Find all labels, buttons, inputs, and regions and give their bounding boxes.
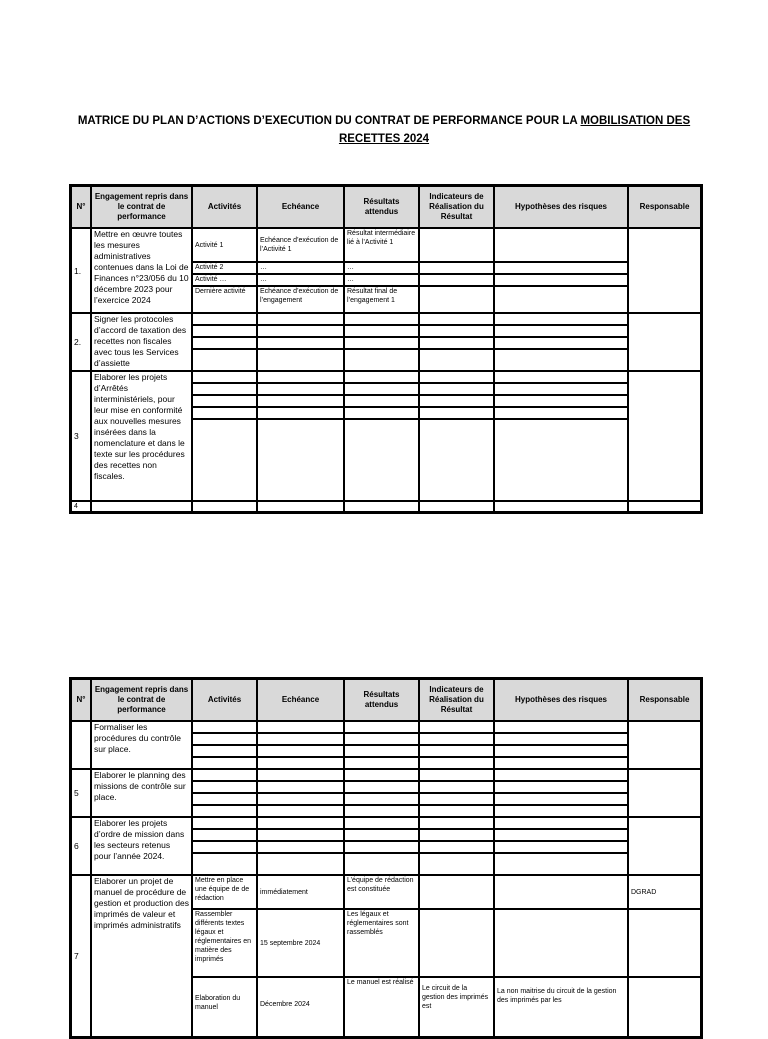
deadline-cell xyxy=(257,383,344,395)
table-row xyxy=(71,817,701,829)
deadline-cell xyxy=(257,757,344,769)
table-row xyxy=(71,875,701,909)
deadline-cell xyxy=(257,817,344,829)
indicator-cell xyxy=(419,841,494,853)
result-cell xyxy=(344,745,419,757)
header-echeance: Echéance xyxy=(257,679,344,721)
deadline-cell xyxy=(257,805,344,817)
result-cell: Les légaux et réglementaires sont rassemblés xyxy=(344,909,419,977)
indicator-cell xyxy=(419,419,494,501)
result-cell xyxy=(344,419,419,501)
risk-cell xyxy=(494,371,628,383)
header-activites: Activités xyxy=(192,186,257,228)
deadline-cell xyxy=(257,745,344,757)
result-cell: Résultat intermédiaire lié à l’Activité 1 xyxy=(344,228,419,262)
row-number: 1. xyxy=(71,228,91,313)
header-indicateurs: Indicateurs de Réalisation du Résultat xyxy=(419,186,494,228)
table-row xyxy=(71,371,701,383)
activity-cell xyxy=(192,793,257,805)
indicator-cell xyxy=(419,262,494,274)
activity-cell: Rassembler différents textes légaux et réglementaires en matière des imprimés xyxy=(192,909,257,977)
title-part3: RECETTES 2024 xyxy=(338,133,430,145)
engagement-cell: Formaliser les procédures du contrôle sur place. xyxy=(91,721,192,769)
result-cell: … xyxy=(344,262,419,274)
result-cell xyxy=(344,383,419,395)
row-number xyxy=(71,721,91,769)
result-cell: Résultat final de l’engagement 1 xyxy=(344,286,419,313)
title-part2: MOBILISATION DES xyxy=(580,115,691,127)
table-row xyxy=(71,501,701,512)
activity-cell xyxy=(192,853,257,875)
header-num: N° xyxy=(71,186,91,228)
result-cell xyxy=(344,721,419,733)
activity-cell xyxy=(192,407,257,419)
result-cell xyxy=(344,395,419,407)
responsible-cell xyxy=(628,909,701,977)
risk-cell xyxy=(494,228,628,262)
risk-cell xyxy=(494,262,628,274)
indicator-cell xyxy=(419,817,494,829)
activity-cell xyxy=(192,501,257,512)
row-number: 4 xyxy=(71,501,91,512)
indicator-cell xyxy=(419,733,494,745)
responsible-cell xyxy=(628,501,701,512)
deadline-cell xyxy=(257,829,344,841)
indicator-cell xyxy=(419,407,494,419)
row-number: 3 xyxy=(71,371,91,501)
deadline-cell xyxy=(257,721,344,733)
document-title xyxy=(60,112,708,148)
deadline-cell: Echéance d’exécution de l’engagement xyxy=(257,286,344,313)
header-responsable: Responsable xyxy=(628,186,701,228)
risk-cell xyxy=(494,841,628,853)
result-cell xyxy=(344,817,419,829)
activity-cell: Dernière activité xyxy=(192,286,257,313)
responsible-cell: DGRAD xyxy=(628,875,701,909)
indicator-cell xyxy=(419,349,494,371)
row-number: 7 xyxy=(71,875,91,1037)
indicator-cell xyxy=(419,337,494,349)
header-hypotheses: Hypothèses des risques xyxy=(494,186,628,228)
risk-cell: La non maitrise du circuit de la gestion des imprimés par les xyxy=(494,977,628,1037)
risk-cell xyxy=(494,407,628,419)
activity-cell xyxy=(192,395,257,407)
activity-cell xyxy=(192,325,257,337)
activity-cell xyxy=(192,337,257,349)
risk-cell xyxy=(494,383,628,395)
header-resultats: Résultats attendus xyxy=(344,679,419,721)
risk-cell xyxy=(494,337,628,349)
risk-cell xyxy=(494,419,628,501)
deadline-cell xyxy=(257,781,344,793)
activity-cell xyxy=(192,769,257,781)
indicator-cell xyxy=(419,875,494,909)
responsible-cell xyxy=(628,721,701,769)
result-cell xyxy=(344,325,419,337)
table-row xyxy=(71,721,701,733)
activity-cell xyxy=(192,841,257,853)
result-cell xyxy=(344,805,419,817)
engagement-cell: Elaborer un projet de manuel de procédure de gestion et production des imprimés de valeur et imprimés administratifs xyxy=(91,875,192,1037)
result-cell: … xyxy=(344,274,419,286)
result-cell xyxy=(344,313,419,325)
deadline-cell: 15 septembre 2024 xyxy=(257,909,344,977)
result-cell xyxy=(344,349,419,371)
risk-cell xyxy=(494,909,628,977)
header-hypotheses: Hypothèses des risques xyxy=(494,679,628,721)
header-activites: Activités xyxy=(192,679,257,721)
engagement-cell: Elaborer le planning des missions de contrôle sur place. xyxy=(91,769,192,817)
indicator-cell xyxy=(419,769,494,781)
risk-cell xyxy=(494,769,628,781)
activity-cell xyxy=(192,757,257,769)
indicator-cell xyxy=(419,501,494,512)
result-cell xyxy=(344,371,419,383)
responsible-cell xyxy=(628,769,701,817)
risk-cell xyxy=(494,875,628,909)
title-part1: MATRICE DU PLAN D’ACTIONS D’EXECUTION DU CONTRAT DE PERFORMANCE POUR LA xyxy=(77,115,578,127)
risk-cell xyxy=(494,501,628,512)
deadline-cell xyxy=(257,395,344,407)
risk-cell xyxy=(494,286,628,313)
activity-cell xyxy=(192,817,257,829)
activity-cell: Activité 2 xyxy=(192,262,257,274)
risk-cell xyxy=(494,745,628,757)
risk-cell xyxy=(494,721,628,733)
indicator-cell xyxy=(419,286,494,313)
activity-cell xyxy=(192,805,257,817)
header-indicateurs: Indicateurs de Réalisation du Résultat xyxy=(419,679,494,721)
deadline-cell: immédiatement xyxy=(257,875,344,909)
table-row xyxy=(71,769,701,781)
indicator-cell xyxy=(419,313,494,325)
risk-cell xyxy=(494,349,628,371)
deadline-cell xyxy=(257,325,344,337)
indicator-cell xyxy=(419,745,494,757)
result-cell xyxy=(344,757,419,769)
indicator-cell xyxy=(419,274,494,286)
engagement-cell: Mettre en œuvre toutes les mesures administratives contenues dans la Loi de Finances n°23/056 du 10 décembre 2023 pour l’exercice 2024 xyxy=(91,228,192,313)
table-row xyxy=(71,313,701,325)
activity-cell: Activité … xyxy=(192,274,257,286)
result-cell xyxy=(344,769,419,781)
engagement-cell: Signer les protocoles d’accord de taxation des recettes non fiscales avec tous les Services d’assiette xyxy=(91,313,192,371)
activity-cell xyxy=(192,721,257,733)
indicator-cell xyxy=(419,909,494,977)
responsible-cell xyxy=(628,313,701,371)
deadline-cell xyxy=(257,733,344,745)
header-engagement: Engagement repris dans le contrat de performance xyxy=(91,186,192,228)
engagement-cell xyxy=(91,501,192,512)
table-header-row xyxy=(71,679,701,721)
risk-cell xyxy=(494,829,628,841)
activity-cell xyxy=(192,383,257,395)
engagement-cell: Elaborer les projets d’ordre de mission dans les secteurs retenus pour l’année 2024. xyxy=(91,817,192,875)
deadline-cell xyxy=(257,349,344,371)
indicator-cell xyxy=(419,853,494,875)
deadline-cell xyxy=(257,793,344,805)
deadline-cell xyxy=(257,407,344,419)
deadline-cell xyxy=(257,337,344,349)
engagement-cell: Elaborer les projets d’Arrêtés interministériels, pour leur mise en conformité aux nouvelles mesures insérées dans la nomenclature et dans le texte sur les procédures des recettes non fiscales. xyxy=(91,371,192,501)
indicator-cell xyxy=(419,371,494,383)
deadline-cell xyxy=(257,501,344,512)
result-cell xyxy=(344,793,419,805)
risk-cell xyxy=(494,805,628,817)
indicator-cell xyxy=(419,325,494,337)
header-responsable: Responsable xyxy=(628,679,701,721)
result-cell xyxy=(344,733,419,745)
deadline-cell xyxy=(257,853,344,875)
deadline-cell xyxy=(257,313,344,325)
indicator-cell xyxy=(419,781,494,793)
deadline-cell: Décembre 2024 xyxy=(257,977,344,1037)
row-number: 5 xyxy=(71,769,91,817)
indicator-cell xyxy=(419,793,494,805)
header-echeance: Echéance xyxy=(257,186,344,228)
risk-cell xyxy=(494,733,628,745)
responsible-cell xyxy=(628,817,701,875)
responsible-cell xyxy=(628,977,701,1037)
risk-cell xyxy=(494,853,628,875)
header-engagement: Engagement repris dans le contrat de performance xyxy=(91,679,192,721)
result-cell xyxy=(344,781,419,793)
table-header-row xyxy=(71,186,701,228)
deadline-cell: Echéance d’exécution de l’Activité 1 xyxy=(257,228,344,262)
activity-cell xyxy=(192,733,257,745)
result-cell xyxy=(344,501,419,512)
activity-cell: Mettre en place une équipe de de rédaction xyxy=(192,875,257,909)
indicator-cell xyxy=(419,757,494,769)
result-cell xyxy=(344,407,419,419)
result-cell: Le manuel est réalisé xyxy=(344,977,419,1037)
activity-cell xyxy=(192,781,257,793)
deadline-cell xyxy=(257,419,344,501)
risk-cell xyxy=(494,757,628,769)
activity-cell xyxy=(192,371,257,383)
risk-cell xyxy=(494,793,628,805)
row-number: 6 xyxy=(71,817,91,875)
activity-cell xyxy=(192,829,257,841)
risk-cell xyxy=(494,274,628,286)
indicator-cell xyxy=(419,805,494,817)
indicator-cell xyxy=(419,721,494,733)
activity-cell: Activité 1 xyxy=(192,228,257,262)
result-cell xyxy=(344,853,419,875)
action-plan-table-1 xyxy=(69,184,703,514)
deadline-cell: … xyxy=(257,274,344,286)
activity-cell xyxy=(192,419,257,501)
deadline-cell xyxy=(257,769,344,781)
result-cell xyxy=(344,337,419,349)
indicator-cell xyxy=(419,395,494,407)
activity-cell xyxy=(192,349,257,371)
risk-cell xyxy=(494,325,628,337)
indicator-cell xyxy=(419,383,494,395)
activity-cell: Elaboration du manuel xyxy=(192,977,257,1037)
responsible-cell xyxy=(628,371,701,501)
indicator-cell xyxy=(419,228,494,262)
indicator-cell xyxy=(419,829,494,841)
risk-cell xyxy=(494,313,628,325)
deadline-cell xyxy=(257,841,344,853)
risk-cell xyxy=(494,395,628,407)
row-number: 2. xyxy=(71,313,91,371)
risk-cell xyxy=(494,817,628,829)
deadline-cell xyxy=(257,371,344,383)
result-cell xyxy=(344,829,419,841)
activity-cell xyxy=(192,745,257,757)
result-cell: L’équipe de rédaction est constituée xyxy=(344,875,419,909)
risk-cell xyxy=(494,781,628,793)
activity-cell xyxy=(192,313,257,325)
table-row xyxy=(71,228,701,262)
deadline-cell: … xyxy=(257,262,344,274)
header-resultats: Résultats attendus xyxy=(344,186,419,228)
action-plan-table-2 xyxy=(69,677,703,1039)
responsible-cell xyxy=(628,228,701,313)
header-num: N° xyxy=(71,679,91,721)
result-cell xyxy=(344,841,419,853)
indicator-cell: Le circuit de la gestion des imprimés est xyxy=(419,977,494,1037)
